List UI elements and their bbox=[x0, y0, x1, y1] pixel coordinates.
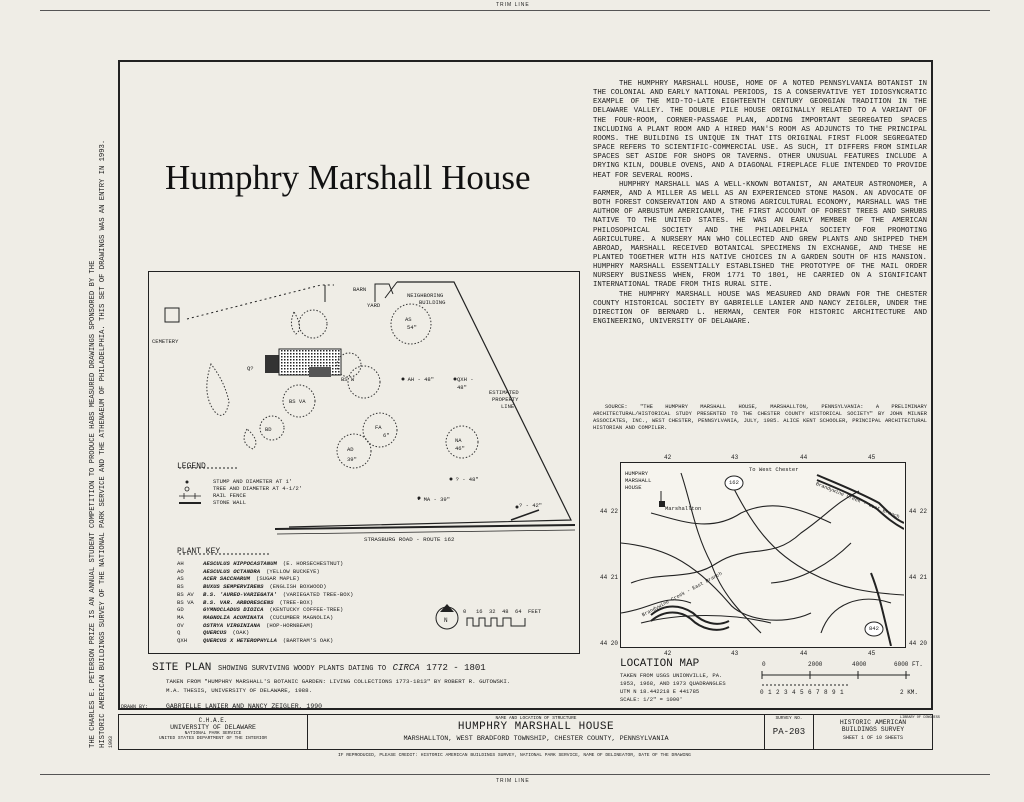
site-plan-caption-mid: SHOWING SURVIVING WOODY PLANTS DATING TO bbox=[218, 665, 387, 673]
trim-line-top bbox=[40, 10, 990, 11]
tree-label-ad-diameter: 39" bbox=[347, 456, 357, 463]
plant-key-common-name: (YELLOW BUCKEYE) bbox=[266, 567, 320, 575]
map-grid-left-4420: 44 20 bbox=[600, 640, 619, 647]
site-label-road: STRASBURG ROAD - ROUTE 162 bbox=[364, 536, 455, 543]
sheet-title: Humphry Marshall House bbox=[165, 158, 531, 197]
plant-key-common-name: (KENTUCKY COFFEE-TREE) bbox=[269, 606, 344, 614]
map-grid-right-4422: 44 22 bbox=[909, 508, 928, 515]
title-block-name bbox=[307, 714, 765, 750]
title-block-org bbox=[118, 714, 308, 750]
site-label-yard: YARD bbox=[367, 302, 381, 309]
site-scale-tick: 48 bbox=[502, 608, 509, 615]
plant-key-species: BUXUS SEMPERVIRENS bbox=[203, 583, 264, 591]
narrative-paragraph-3: THE HUMPHRY MARSHALL HOUSE WAS MEASURED AND DRAWN FOR THE CHESTER COUNTY HISTORICAL SOCIETY BY GABRIELLE LANIER AND NANCY ZEIGLER, UNDER THE DIRECTION OF BERNARD L. HERMAN, CENTER FOR HISTORIC ARCHITECTURE AND ENGINEERING, UNIVERSITY OF DELAWARE. bbox=[593, 290, 927, 327]
tree-label-unknown-48: • ? - 48" bbox=[449, 476, 479, 483]
drawn-by: GABRIELLE LANIER AND NANCY ZEIGLER, 1990 bbox=[166, 703, 323, 710]
survey-no-label: SURVEY NO. bbox=[775, 716, 803, 721]
side-note-1: THE CHARLES E. PETERSON PRIZE IS AN ANNUAL STUDENT COMPETITION TO PRODUCE HABS MEASURED DRAWINGS SPONSORED BY THE bbox=[89, 260, 97, 748]
plant-key-list bbox=[177, 560, 353, 645]
plant-key-row bbox=[177, 614, 353, 622]
map-label-humphry: HUMPHRY bbox=[625, 470, 649, 477]
map-scale-ft-2000: 2000 bbox=[808, 661, 823, 668]
plant-key-row bbox=[177, 637, 353, 645]
map-grid-top-43: 43 bbox=[731, 454, 739, 461]
map-scale-ft-0: 0 bbox=[762, 661, 766, 668]
plant-key-code: Q bbox=[177, 629, 181, 637]
plant-key-row bbox=[177, 568, 353, 576]
plant-key-code: BS VA bbox=[177, 598, 194, 606]
site-scale-ticks bbox=[463, 608, 541, 615]
map-grid-left-4422: 44 22 bbox=[600, 508, 619, 515]
map-label-house: HOUSE bbox=[625, 484, 642, 491]
site-plan-panel bbox=[148, 271, 580, 654]
org-nps: NATIONAL PARK SERVICE bbox=[184, 731, 242, 736]
structure-name-label: NAME AND LOCATION OF STRUCTURE bbox=[495, 716, 577, 721]
source-note-text: SOURCE: "THE HUMPHRY MARSHALL HOUSE, MARSHALLTON, PENNSYLVANIA: A PRELIMINARY ARCHITECTURAL/HISTORICAL STUDY PRESENTED TO THE CHESTER COUNTY HISTORICAL SOCIETY" BY JOHN MILNER ASSOCIATES, INC., WEST CHESTER, PENNSYLVANIA, JULY, 1985. ALICE KENT SCHOOLER, PRINCIPAL ARCHITECTURAL HISTORIAN AND COMPILER. bbox=[593, 404, 927, 431]
plant-key-common-name: (SUGAR MAPLE) bbox=[256, 575, 300, 583]
survey-no: PA-203 bbox=[772, 727, 806, 737]
tree-label-as-diameter: 54" bbox=[407, 324, 417, 331]
plant-key-row bbox=[177, 622, 353, 630]
habs-line-2: BUILDINGS SURVEY bbox=[841, 726, 905, 733]
plant-key-row bbox=[177, 606, 353, 614]
map-label-brandywine-west: Brandywine Creek - West Branch bbox=[814, 481, 901, 521]
tree-label-q: Q? bbox=[247, 365, 254, 372]
side-note-year: 1993 bbox=[108, 735, 114, 748]
plant-key-species: GYMNOCLADUS DIOICA bbox=[203, 606, 264, 614]
tree-label-bs-va: BS VA bbox=[289, 398, 306, 405]
plant-key-species: AESCULUS HIPPOCASTANUM bbox=[203, 560, 277, 567]
trim-line-bottom bbox=[40, 774, 990, 775]
site-plan-caption-line2: TAKEN FROM "HUMPHRY MARSHALL'S BOTANIC GARDEN: LIVING COLLECTIONS 1773-1813" BY ROBERT R. GUTOWSKI. bbox=[166, 678, 511, 685]
plant-key-title: PLANT KEY bbox=[177, 547, 221, 556]
plant-key-code: OV bbox=[177, 621, 184, 629]
map-grid-top-42: 42 bbox=[664, 454, 672, 461]
site-plan-caption-years: 1772 - 1801 bbox=[426, 663, 486, 673]
library-label: LIBRARY OF CONGRESS bbox=[900, 716, 940, 720]
site-label-building: BUILDING bbox=[419, 299, 446, 306]
plant-key-code: BS bbox=[177, 583, 184, 591]
site-label-barn: BARN bbox=[353, 286, 367, 293]
plant-key-code: AO bbox=[177, 567, 184, 575]
location-map-line3: UTM N 18.442218 E 441785 bbox=[620, 688, 700, 695]
tree-label-qxh-diameter: 48" bbox=[457, 384, 467, 391]
plant-key-row bbox=[177, 583, 353, 591]
structure-location: MARSHALLTON, WEST BRADFORD TOWNSHIP, CHESTER COUNTY, PENNSYLVANIA bbox=[403, 735, 669, 743]
plant-key-species: AESCULUS OCTANDRA bbox=[203, 567, 261, 575]
source-note bbox=[593, 404, 927, 432]
map-grid-left-4421: 44 21 bbox=[600, 574, 619, 581]
plant-key-code: GD bbox=[177, 606, 184, 614]
legend-title: LEGEND bbox=[177, 462, 206, 471]
trim-line-top-label: TRIM LINE bbox=[496, 2, 530, 8]
site-scale-unit: FEET bbox=[528, 608, 542, 615]
plant-key-row bbox=[177, 575, 353, 583]
tree-label-qxh: QXH - bbox=[457, 376, 474, 383]
plant-key-row bbox=[177, 560, 353, 568]
plant-key-common-name: (HOP-HORNBEAM) bbox=[266, 621, 314, 629]
map-grid-top-44: 44 bbox=[800, 454, 808, 461]
plant-key-species: B.S. VAR. ARBORESCENS bbox=[203, 598, 274, 606]
site-label-estimated: ESTIMATED bbox=[489, 389, 519, 396]
site-plan-caption-line3: M.A. THESIS, UNIVERSITY OF DELAWARE, 1988. bbox=[166, 687, 313, 694]
tree-label-ma: • MA - 39" bbox=[417, 496, 451, 503]
site-label-property: PROPERTY bbox=[492, 396, 519, 403]
plant-key-common-name: (E. HORSECHESTNUT) bbox=[282, 560, 344, 567]
site-plan-caption-circa: CIRCA bbox=[392, 663, 420, 673]
tree-label-na: NA bbox=[455, 437, 462, 444]
legend-item-tree: TREE AND DIAMETER AT 4-1/2' bbox=[213, 485, 303, 492]
plant-key-code: QXH bbox=[177, 637, 188, 645]
narrative-text bbox=[593, 80, 927, 327]
map-scale-bar bbox=[760, 669, 920, 689]
plant-key-species: B.S. 'AUREO-VARIEGATA' bbox=[203, 590, 277, 598]
location-map-drawing bbox=[621, 463, 904, 646]
plant-key-code: MA bbox=[177, 613, 184, 621]
map-label-west-chester: To West Chester bbox=[749, 466, 799, 473]
tree-label-bd: BD bbox=[265, 426, 272, 433]
plant-key-common-name: (CUCUMBER MAGNOLIA) bbox=[269, 613, 334, 621]
plant-key-common-name: (TREE-BOX) bbox=[279, 598, 314, 606]
legend-item-rail-fence: RAIL FENCE bbox=[213, 492, 247, 499]
reproduction-credit: IF REPRODUCED, PLEASE CREDIT: HISTORIC AMERICAN BUILDINGS SURVEY, NATIONAL PARK SERVICE, NAME OF DELINEATOR, DATE OF THE DRAWING bbox=[338, 753, 691, 758]
map-scale-ft-4000: 4000 bbox=[852, 661, 867, 668]
plant-key-common-name: (OAK) bbox=[232, 629, 250, 637]
plant-key-species: MAGNOLIA ACUMINATA bbox=[203, 613, 264, 621]
site-scale-tick: 64 bbox=[515, 608, 522, 615]
map-grid-bottom-43: 43 bbox=[731, 650, 739, 657]
map-label-route-842: 842 bbox=[869, 625, 879, 632]
map-label-marshall: MARSHALL bbox=[625, 477, 652, 484]
side-note-2: HISTORIC AMERICAN BUILDINGS SURVEY OF THE NATIONAL PARK SERVICE AND THE ATHENAEUM OF PHILADELPHIA. THIS SET OF DRAWINGS WAS AN ENTRY IN 1993. bbox=[99, 139, 107, 748]
plant-key-row bbox=[177, 591, 353, 599]
tree-label-ah: • AH - 48" bbox=[401, 376, 435, 383]
site-scale-tick: 16 bbox=[476, 608, 483, 615]
site-scale-tick: 0 bbox=[463, 608, 467, 615]
sheet-number: SHEET 1 OF 10 SHEETS bbox=[842, 735, 903, 741]
map-scale-ft-6000: 6000 FT. bbox=[894, 661, 923, 668]
north-label: N bbox=[444, 617, 448, 624]
plant-key-code: AH bbox=[177, 560, 184, 567]
site-label-line: LINE bbox=[501, 403, 515, 410]
structure-name: HUMPHRY MARSHALL HOUSE bbox=[457, 721, 615, 733]
site-label-neighboring: NEIGHBORING bbox=[407, 292, 444, 299]
map-grid-bottom-45: 45 bbox=[868, 650, 876, 657]
org-university: UNIVERSITY OF DELAWARE bbox=[170, 724, 256, 731]
plant-key-species: QUERCUS X HETEROPHYLLA bbox=[203, 637, 277, 645]
plant-key-row bbox=[177, 599, 353, 607]
map-grid-top-45: 45 bbox=[868, 454, 876, 461]
map-grid-right-4420: 44 20 bbox=[909, 640, 928, 647]
location-map-line4: SCALE: 1/2" = 1000' bbox=[620, 696, 683, 703]
tree-label-na-diameter: 46" bbox=[455, 445, 465, 452]
location-map-title: LOCATION MAP bbox=[620, 658, 700, 670]
house-footprint-icon bbox=[265, 349, 341, 377]
plant-key-row bbox=[177, 629, 353, 637]
drawn-by-label: DRAWN BY: bbox=[121, 704, 149, 710]
title-block-habs bbox=[813, 714, 940, 750]
org-interior: UNITED STATES DEPARTMENT OF THE INTERIOR bbox=[158, 736, 268, 741]
map-grid-right-4421: 44 21 bbox=[909, 574, 928, 581]
site-scale-tick: 32 bbox=[489, 608, 496, 615]
location-map-line1: TAKEN FROM USGS UNIONVILLE, PA. bbox=[620, 672, 723, 679]
plant-key-code: AS bbox=[177, 575, 184, 583]
site-plan-caption-title: SITE PLAN bbox=[152, 662, 212, 674]
plant-key-common-name: (BARTRAM'S OAK) bbox=[282, 637, 334, 645]
tree-label-bs-w: BS W bbox=[341, 376, 355, 383]
legend-item-stump: STUMP AND DIAMETER AT 1' bbox=[213, 478, 293, 485]
plant-key-species: QUERCUS bbox=[203, 629, 227, 637]
location-map-line2: 1953, 1968, AND 1973 QUADRANGLES bbox=[620, 680, 726, 687]
plant-key-common-name: (VARIEGATED TREE-BOX) bbox=[282, 590, 354, 598]
map-label-brandywine-east: Brandywine Creek - East Branch bbox=[641, 570, 724, 619]
tree-label-fa-diameter: 6" bbox=[383, 432, 390, 439]
location-map-panel bbox=[620, 462, 906, 648]
legend-item-stone-wall: STONE WALL bbox=[213, 499, 247, 506]
habs-line-1: HISTORIC AMERICAN bbox=[839, 719, 907, 726]
plant-key-species: OSTRYA VIRGINIANA bbox=[203, 621, 261, 629]
tree-label-as: AS bbox=[405, 316, 412, 323]
narrative-paragraph-2: HUMPHRY MARSHALL WAS A WELL-KNOWN BOTANIST, AN AMATEUR ASTRONOMER, A FARMER, AND A MILLER AS WELL AS AN EXPERIENCED STONE MASON. AN ADVOCATE OF BOTH FOREST CONSERVATION AND A STRONG AGRICULTURAL ECONOMY, MARSHALL WAS THE AUTHOR OF ARBUSTUM AMERICANUM, THE FIRST ACCOUNT OF FOREST TREES AND SHRUBS NATIVE TO THE UNITED STATES. HE WAS AN EARLY MEMBER OF THE AMERICAN PHILOSOPHICAL SOCIETY AND THE PHILADELPHIA SOCIETY FOR PROMOTING AGRICULTURE. A NURSERY MAN WHO COLLECTED AND GREW PLANTS AND SHIPPED THEM ABROAD, MARSHALL RECEIVED BOTANICAL SPECIMENS IN EXCHANGE, AND THESE HE PLANTED TOGETHER WITH HIS NATIVE CHOICES IN A GARDEN SOUTH OF HIS MANSION. HUMPHRY MARSHALL ESSENTIALLY ESTABLISHED THE PROTOTYPE OF THE MAIL ORDER NURSERY BUSINESS WHEN, FROM 1771 TO 1801, HE CARRIED ON A SIGNIFICANT INTERNATIONAL TRADE FROM THIS RURAL SITE. bbox=[593, 180, 927, 290]
site-label-cemetery: CEMETERY bbox=[152, 338, 179, 345]
map-scale-km-unit: 2 KM. bbox=[900, 689, 919, 696]
tree-label-unknown-42: ? - 42" bbox=[519, 502, 543, 509]
tree-label-ad: AD bbox=[347, 446, 354, 453]
map-label-route-162: 162 bbox=[729, 479, 739, 486]
trim-line-bottom-label: TRIM LINE bbox=[496, 778, 530, 784]
narrative-paragraph-1: THE HUMPHRY MARSHALL HOUSE, HOME OF A NOTED PENNSYLVANIA BOTANIST IN THE COLONIAL AND EARLY NATIONAL PERIODS, IS A CONSERVATIVE YET IDIOSYNCRATIC EXAMPLE OF THE MID-TO-LATE EIGHTEENTH CENTURY GEORGIAN TRADITION IN THE DELAWARE VALLEY. THE DOUBLE PILE HOUSE ORIGINALLY RELATED TO A VARIANT OF THE FOUR-ROOM, CORNER-PASSAGE PLAN, ADDING IMPORTANT SEGREGATED SPACES INCLUDING A PLANT ROOM AND A HIRED MAN'S ROOM AS ADJUNCTS TO THE PRINCIPAL ROOMS. THE BUILDING IS UNIQUE IN THAT ITS ORIGINAL FIRST FLOOR SEGREGATED SPACE REFERS TO SCIENTIFIC-COMMERCIAL USE. AS SUCH, IT DIFFERS FROM SIMILAR SPACES SET ASIDE FOR SHOPS OR TAVERNS. OTHER UNUSUAL FEATURES INCLUDE A DRYING KILN, DOUBLE OVENS, AND A DIAGONAL FIREPLACE FLUE INTENDED TO PROVIDE HEAT FOR SEVERAL ROOMS. bbox=[593, 80, 927, 180]
site-plan-scale-bar bbox=[467, 618, 525, 626]
tree-label-fa: FA bbox=[375, 424, 382, 431]
plant-key-code: BS AV bbox=[177, 590, 194, 598]
plant-key-common-name: (ENGLISH BOXWOOD) bbox=[269, 583, 327, 591]
map-grid-bottom-42: 42 bbox=[664, 650, 672, 657]
title-block-survey bbox=[764, 714, 814, 750]
site-plan-caption bbox=[152, 662, 486, 674]
org-chae: C.H.A.E. bbox=[198, 717, 228, 724]
map-scale-km: 0 1 2 3 4 5 6 7 8 9 1 bbox=[760, 689, 845, 696]
map-label-marshallton: Marshallton bbox=[665, 505, 702, 512]
map-grid-bottom-44: 44 bbox=[800, 650, 808, 657]
plant-key-species: ACER SACCHARUM bbox=[203, 575, 250, 583]
